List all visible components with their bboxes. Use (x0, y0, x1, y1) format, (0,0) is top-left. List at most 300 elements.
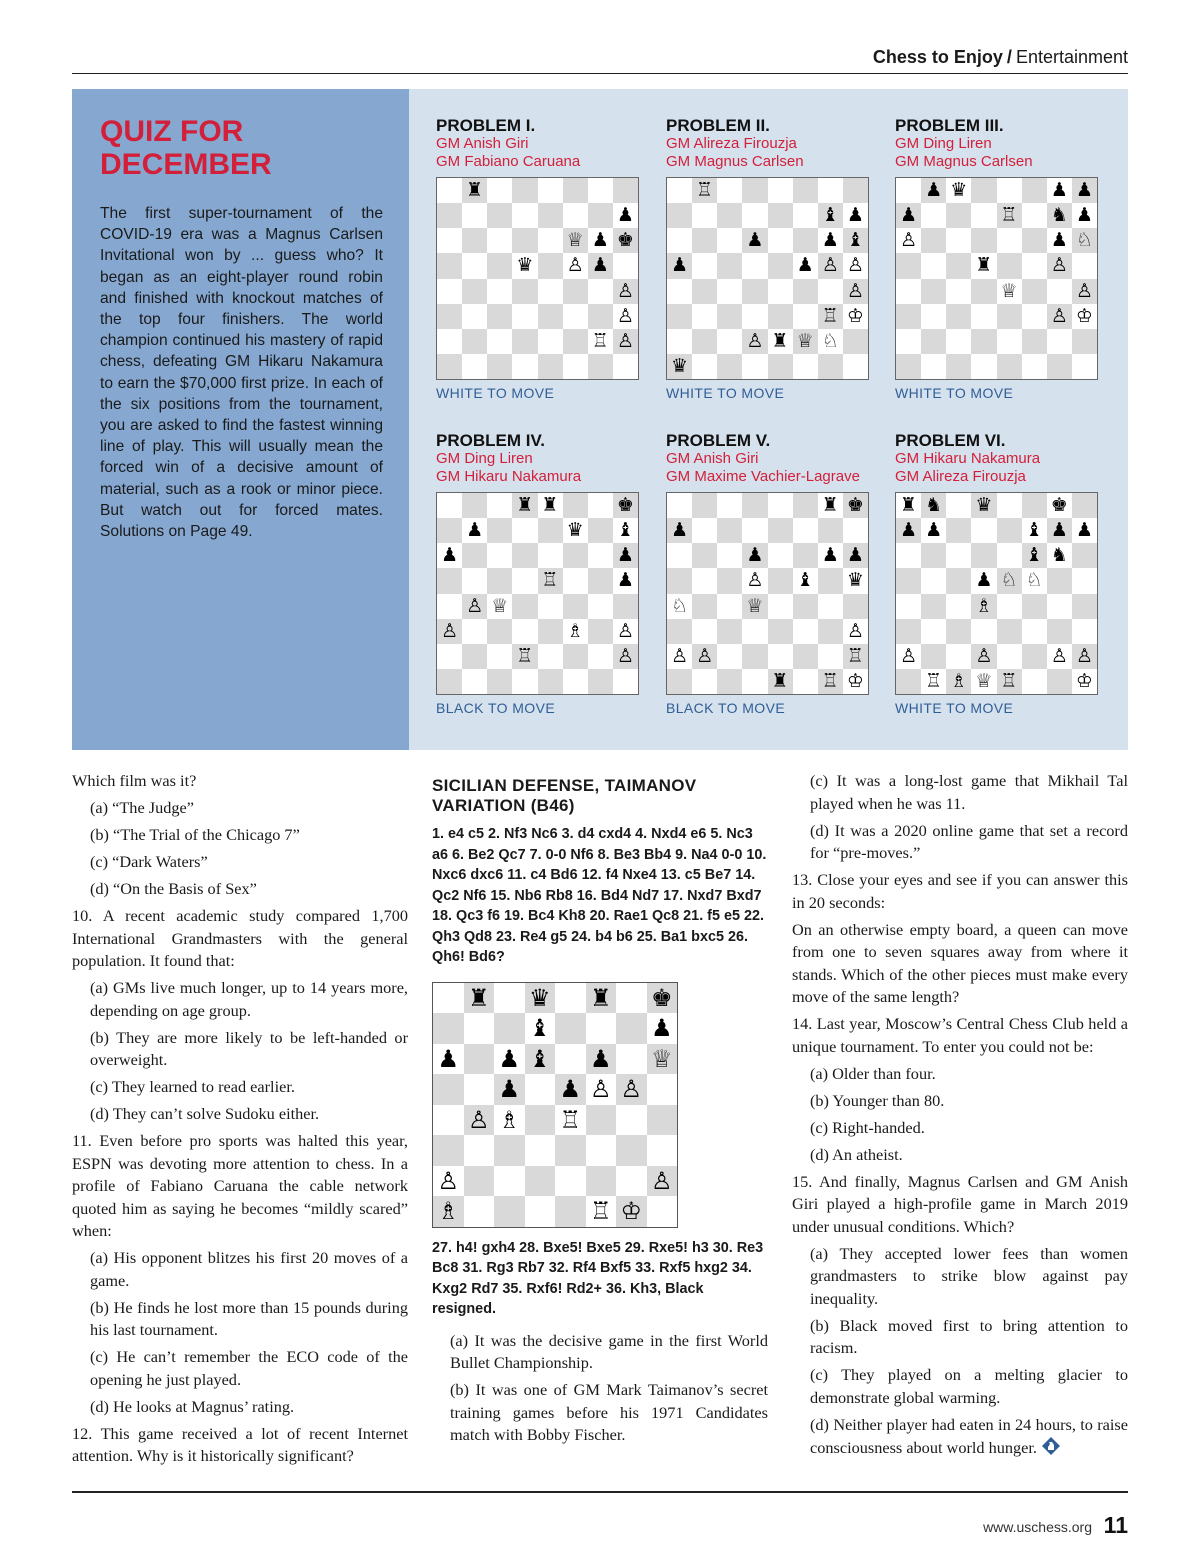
white-pawn-icon: ♙ (671, 644, 689, 667)
board-square (555, 1166, 586, 1197)
board-square (462, 543, 487, 568)
board-square (538, 594, 563, 619)
white-player: GM Ding Liren (895, 135, 992, 152)
board-square (613, 669, 638, 694)
board-square (768, 518, 793, 543)
board-square (1072, 568, 1097, 593)
black-pawn-icon: ♟ (650, 1014, 673, 1043)
quiz-intro-text: The first super-tournament of the COVID-19 era was a Magnus Carlsen Invitational won by ... guess who? It began as an eight-player round robin and finished with knockout matches of the top four finishers. The world champion continued his mastery of rapid chess, defeating GM Hikaru Nakamura to earn the $70,000 first prize. In each of the six positions from the tournament, you are asked to find the fastest winning line of play. This will usually mean the forced win of a decisive amount of material, such as a rook or minor piece. But watch out for forced mates. Solutions on Page 49. (100, 205, 383, 541)
board-square (946, 253, 971, 278)
black-rook-icon: ♜ (771, 329, 789, 352)
board-square (667, 493, 692, 518)
board-square (692, 493, 717, 518)
board-square (843, 329, 868, 354)
black-rook-icon: ♜ (900, 494, 918, 517)
board-square (525, 1105, 556, 1136)
board-square (717, 493, 742, 518)
board-square (555, 1135, 586, 1166)
board-square (563, 354, 588, 379)
black-pawn-icon: ♟ (667, 253, 692, 278)
board-square (1047, 619, 1072, 644)
board-square (793, 543, 818, 568)
board-square (512, 203, 537, 228)
white-pawn-icon: ♙ (846, 254, 864, 277)
board-square (586, 1135, 617, 1166)
board-square (997, 518, 1022, 543)
board-square (997, 354, 1022, 379)
board-square (464, 1196, 495, 1227)
board-square (512, 543, 537, 568)
board-square (768, 304, 793, 329)
board-square (512, 329, 537, 354)
black-rook-icon: ♜ (768, 669, 793, 694)
board-square (768, 228, 793, 253)
board-square (742, 619, 767, 644)
board-square (487, 568, 512, 593)
board-square (538, 354, 563, 379)
black-pawn-icon: ♟ (494, 1074, 525, 1105)
board-square (946, 203, 971, 228)
board-square (1022, 354, 1047, 379)
black-player: GM Magnus Carlsen (895, 153, 1033, 170)
board-square (793, 669, 818, 694)
problem-2 (666, 116, 886, 401)
board-square (538, 518, 563, 543)
black-pawn-icon: ♟ (555, 1074, 586, 1105)
black-king-icon: ♚ (843, 493, 868, 518)
board-square (921, 304, 946, 329)
quiz-intro-panel (72, 89, 409, 750)
board-square (742, 354, 767, 379)
black-rook-icon: ♜ (462, 178, 487, 203)
board-square (494, 983, 525, 1014)
white-player: GM Alireza Firouzja (666, 135, 797, 152)
black-bishop-icon: ♝ (1025, 519, 1043, 542)
board-square (462, 619, 487, 644)
answer-option: (a) “The Judge” (90, 798, 194, 817)
board-square (487, 203, 512, 228)
board-square (538, 178, 563, 203)
problem-5 (666, 431, 886, 716)
problem-title: PROBLEM II. (666, 116, 770, 135)
board-square (667, 669, 692, 694)
white-queen-icon: ♕ (742, 594, 767, 619)
board-square (555, 983, 586, 1014)
problem-3 (895, 116, 1115, 401)
board-square (1047, 669, 1072, 694)
board-square (768, 619, 793, 644)
problems-panel (409, 89, 1128, 750)
white-player: GM Ding Liren (436, 450, 533, 467)
board-square (843, 518, 868, 543)
question-text: Which film was it? (72, 771, 197, 790)
board-square (462, 304, 487, 329)
game-moves-1: 1. e4 c5 2. Nf3 Nc6 3. d4 cxd4 4. Nxd4 e6 5. Nc3 a6 6. Be2 Qc7 7. 0-0 Nf6 8. Be3 Bb4 9. Na4 0-0 10. Nxc6 dxc6 11. c4 Bd6 12. f4 Nxe4 13. c5 Be7 14. Qc2 Nf6 15. Nb6 Rb8 16. Bd4 Nd7 17. Nxd7 Bxd7 18. Qc3 f6 19. Bc4 Kh8 20. Rae1 Qc8 21. f5 e5 22. Qh3 Qd8 23. Re4 g5 24. b4 b6 25. Ba1 bxc5 26. Qh6! Bd6? (432, 826, 767, 965)
board-square (433, 1074, 464, 1105)
board-square (717, 329, 742, 354)
white-player: GM Anish Giri (436, 135, 529, 152)
board-square (433, 1105, 464, 1136)
board-square (462, 493, 487, 518)
board-square (1022, 619, 1047, 644)
board-square (997, 178, 1022, 203)
board-square (921, 329, 946, 354)
board-square (433, 1135, 464, 1166)
board-square (768, 354, 793, 379)
black-pawn-icon: ♟ (821, 229, 839, 252)
question-text: 10. A recent academic study compared 1,700 International Grandmasters with the general population. It found that: (72, 906, 408, 970)
board-square (433, 1013, 464, 1044)
black-bishop-icon: ♝ (616, 519, 634, 542)
black-pawn-icon: ♟ (1050, 229, 1068, 252)
board-square (717, 594, 742, 619)
board-square (768, 543, 793, 568)
board-square (512, 594, 537, 619)
answer-option: (b) He finds he lost more than 15 pounds during his last tournament. (90, 1297, 408, 1339)
board-square (692, 279, 717, 304)
black-pawn-icon: ♟ (896, 203, 921, 228)
board-square (742, 279, 767, 304)
board-square (613, 594, 638, 619)
board-square (464, 1166, 495, 1197)
board-square (667, 304, 692, 329)
white-queen-icon: ♕ (647, 1044, 678, 1075)
board-square (487, 178, 512, 203)
black-pawn-icon: ♟ (1072, 178, 1097, 203)
white-pawn-icon: ♙ (900, 644, 918, 667)
white-pawn-icon: ♙ (746, 569, 764, 592)
board-square (793, 354, 818, 379)
answer-option: (d) An atheist. (810, 1144, 903, 1164)
board-square (538, 228, 563, 253)
black-rook-icon: ♜ (541, 494, 559, 517)
board-square (563, 669, 588, 694)
white-pawn-icon: ♙ (616, 619, 634, 642)
black-bishop-icon: ♝ (818, 203, 843, 228)
side-to-move: WHITE TO MOVE (895, 700, 1014, 716)
black-pawn-icon: ♟ (588, 253, 613, 278)
text-column-2 (432, 770, 768, 1451)
board-square (487, 228, 512, 253)
board-square (818, 594, 843, 619)
board-square (717, 518, 742, 543)
white-player: GM Hikaru Nakamura (895, 450, 1041, 467)
answer-option: (b) Black moved first to bring attention to racism. (810, 1315, 1128, 1357)
answer-option: (d) It was a 2020 online game that set a record for “pre-moves.” (810, 820, 1128, 862)
black-king-icon: ♚ (613, 228, 638, 253)
board-square (997, 329, 1022, 354)
black-pawn-icon: ♟ (925, 519, 943, 542)
board-square (1022, 253, 1047, 278)
black-pawn-icon: ♟ (616, 204, 634, 227)
board-square (742, 178, 767, 203)
board-square (563, 203, 588, 228)
question-text: 14. Last year, Moscow’s Central Chess Club held a unique tournament. To enter you could not be: (792, 1014, 1128, 1056)
white-king-icon: ♔ (616, 1196, 647, 1227)
board-square (437, 518, 462, 543)
white-rook-icon: ♖ (512, 644, 537, 669)
board-square (437, 354, 462, 379)
white-bishop-icon: ♗ (433, 1196, 464, 1227)
board-square (538, 543, 563, 568)
black-queen-icon: ♛ (525, 983, 556, 1014)
board-square (437, 228, 462, 253)
board-square (588, 304, 613, 329)
problem-4 (436, 431, 656, 716)
white-queen-icon: ♕ (975, 669, 993, 692)
white-pawn-icon: ♙ (692, 644, 717, 669)
board-square (437, 203, 462, 228)
black-pawn-icon: ♟ (441, 544, 459, 567)
side-to-move: WHITE TO MOVE (895, 385, 1014, 401)
board-square (437, 253, 462, 278)
board-square (896, 568, 921, 593)
chess-diagram (895, 177, 1098, 380)
board-square (692, 518, 717, 543)
board-square (818, 619, 843, 644)
board-square (793, 594, 818, 619)
white-player: GM Anish Giri (666, 450, 759, 467)
page-number: 11 (1103, 1512, 1128, 1538)
board-square (487, 253, 512, 278)
black-bishop-icon: ♝ (1022, 543, 1047, 568)
board-square (1022, 279, 1047, 304)
white-rook-icon: ♖ (538, 568, 563, 593)
white-pawn-icon: ♙ (613, 279, 638, 304)
black-pawn-icon: ♟ (1075, 204, 1093, 227)
board-square (616, 1044, 647, 1075)
board-square (462, 228, 487, 253)
board-square (742, 518, 767, 543)
board-square (487, 493, 512, 518)
board-square (462, 568, 487, 593)
white-queen-icon: ♕ (563, 228, 588, 253)
board-square (487, 644, 512, 669)
white-bishop-icon: ♗ (946, 669, 971, 694)
black-queen-icon: ♛ (846, 569, 864, 592)
board-square (1072, 594, 1097, 619)
board-square (538, 669, 563, 694)
board-square (555, 1013, 586, 1044)
board-square (692, 594, 717, 619)
board-square (464, 1044, 495, 1075)
board-square (997, 253, 1022, 278)
white-bishop-icon: ♗ (971, 594, 996, 619)
board-square (742, 253, 767, 278)
board-square (538, 304, 563, 329)
board-square (1047, 594, 1072, 619)
black-bishop-icon: ♝ (525, 1044, 556, 1075)
white-pawn-icon: ♙ (1072, 279, 1097, 304)
board-square (437, 279, 462, 304)
board-square (997, 594, 1022, 619)
board-square (717, 228, 742, 253)
white-knight-icon: ♘ (1072, 228, 1097, 253)
chess-diagram (666, 177, 869, 380)
board-square (946, 304, 971, 329)
board-square (1022, 329, 1047, 354)
board-square (971, 518, 996, 543)
board-square (538, 329, 563, 354)
board-square (1022, 304, 1047, 329)
black-rook-icon: ♜ (975, 254, 993, 277)
board-square (793, 493, 818, 518)
board-square (487, 279, 512, 304)
black-queen-icon: ♛ (516, 254, 534, 277)
answer-option: (a) Older than four. (810, 1063, 936, 1083)
board-square (588, 203, 613, 228)
white-knight-icon: ♘ (997, 568, 1022, 593)
black-king-icon: ♚ (1050, 494, 1068, 517)
board-square (647, 1135, 678, 1166)
board-square (793, 178, 818, 203)
white-rook-icon: ♖ (843, 644, 868, 669)
board-square (921, 203, 946, 228)
board-square (971, 619, 996, 644)
board-square (692, 354, 717, 379)
board-square (717, 619, 742, 644)
answer-option: (b) They are more likely to be left-handed or overweight. (90, 1027, 408, 1069)
board-square (588, 619, 613, 644)
white-rook-icon: ♖ (692, 178, 717, 203)
board-square (896, 594, 921, 619)
board-square (946, 543, 971, 568)
board-square (525, 1166, 556, 1197)
board-square (512, 228, 537, 253)
board-square (464, 1074, 495, 1105)
board-square (843, 594, 868, 619)
board-square (525, 1074, 556, 1105)
white-rook-icon: ♖ (589, 1197, 612, 1226)
board-square (433, 983, 464, 1014)
board-square (667, 228, 692, 253)
white-pawn-icon: ♙ (846, 619, 864, 642)
board-square (494, 1196, 525, 1227)
answer-option: (d) “On the Basis of Sex” (90, 879, 257, 898)
white-pawn-icon: ♙ (1047, 253, 1072, 278)
answer-option: (a) GMs live much longer, up to 14 years more, depending on age group. (90, 978, 408, 1020)
board-square (818, 178, 843, 203)
board-square (768, 493, 793, 518)
black-king-icon: ♚ (613, 493, 638, 518)
board-square (717, 279, 742, 304)
board-square (692, 304, 717, 329)
board-square (512, 354, 537, 379)
board-square (437, 669, 462, 694)
board-square (793, 644, 818, 669)
board-square (692, 568, 717, 593)
board-square (921, 228, 946, 253)
board-square (946, 228, 971, 253)
board-square (525, 1196, 556, 1227)
black-pawn-icon: ♟ (896, 518, 921, 543)
black-pawn-icon: ♟ (975, 569, 993, 592)
white-pawn-icon: ♙ (464, 1105, 495, 1136)
board-square (462, 203, 487, 228)
answer-option: (b) “The Trial of the Chicago 7” (90, 825, 300, 844)
black-queen-icon: ♛ (971, 493, 996, 518)
board-square (946, 568, 971, 593)
board-square (437, 178, 462, 203)
board-square (793, 228, 818, 253)
board-square (717, 644, 742, 669)
white-pawn-icon: ♙ (437, 619, 462, 644)
board-square (997, 304, 1022, 329)
footer-url: www.uschess.org (983, 1519, 1092, 1535)
board-square (437, 594, 462, 619)
black-pawn-icon: ♟ (667, 518, 692, 543)
board-square (512, 619, 537, 644)
white-pawn-icon: ♙ (613, 329, 638, 354)
board-square (1072, 619, 1097, 644)
board-square (512, 568, 537, 593)
board-square (946, 493, 971, 518)
board-square (921, 644, 946, 669)
board-square (437, 304, 462, 329)
black-king-icon: ♚ (647, 983, 678, 1014)
black-pawn-icon: ♟ (591, 229, 609, 252)
board-square (896, 253, 921, 278)
board-square (563, 304, 588, 329)
black-player: GM Magnus Carlsen (666, 153, 804, 170)
board-square (1022, 669, 1047, 694)
black-pawn-icon: ♟ (821, 544, 839, 567)
board-square (768, 253, 793, 278)
white-pawn-icon: ♙ (1072, 644, 1097, 669)
board-square (896, 354, 921, 379)
black-pawn-icon: ♟ (846, 204, 864, 227)
board-square (692, 329, 717, 354)
answer-option: (a) It was the decisive game in the first World Bullet Championship. (450, 1330, 768, 1372)
board-square (843, 354, 868, 379)
board-square (462, 644, 487, 669)
black-bishop-icon: ♝ (796, 569, 814, 592)
white-rook-icon: ♖ (818, 304, 843, 329)
answer-option: (d) He looks at Magnus’ rating. (90, 1396, 295, 1416)
board-square (1072, 543, 1097, 568)
black-rook-icon: ♜ (586, 983, 617, 1014)
black-player: GM Maxime Vachier-Lagrave (666, 468, 860, 485)
board-square (768, 594, 793, 619)
board-square (1022, 178, 1047, 203)
board-square (667, 178, 692, 203)
board-square (997, 619, 1022, 644)
black-pawn-icon: ♟ (742, 228, 767, 253)
board-square (818, 518, 843, 543)
board-square (793, 279, 818, 304)
black-knight-icon: ♞ (1047, 203, 1072, 228)
board-square (563, 329, 588, 354)
board-square (437, 493, 462, 518)
board-square (512, 518, 537, 543)
board-square (494, 1135, 525, 1166)
footer-rule (72, 1491, 1128, 1493)
board-square (437, 329, 462, 354)
board-square (667, 329, 692, 354)
board-square (717, 568, 742, 593)
black-rook-icon: ♜ (464, 983, 495, 1014)
board-square (616, 983, 647, 1014)
white-king-icon: ♔ (1075, 669, 1093, 692)
black-queen-icon: ♛ (667, 354, 692, 379)
board-square (946, 644, 971, 669)
white-rook-icon: ♖ (818, 669, 843, 694)
board-square (971, 228, 996, 253)
board-square (717, 354, 742, 379)
board-square (946, 354, 971, 379)
board-square (647, 1074, 678, 1105)
board-square (971, 203, 996, 228)
